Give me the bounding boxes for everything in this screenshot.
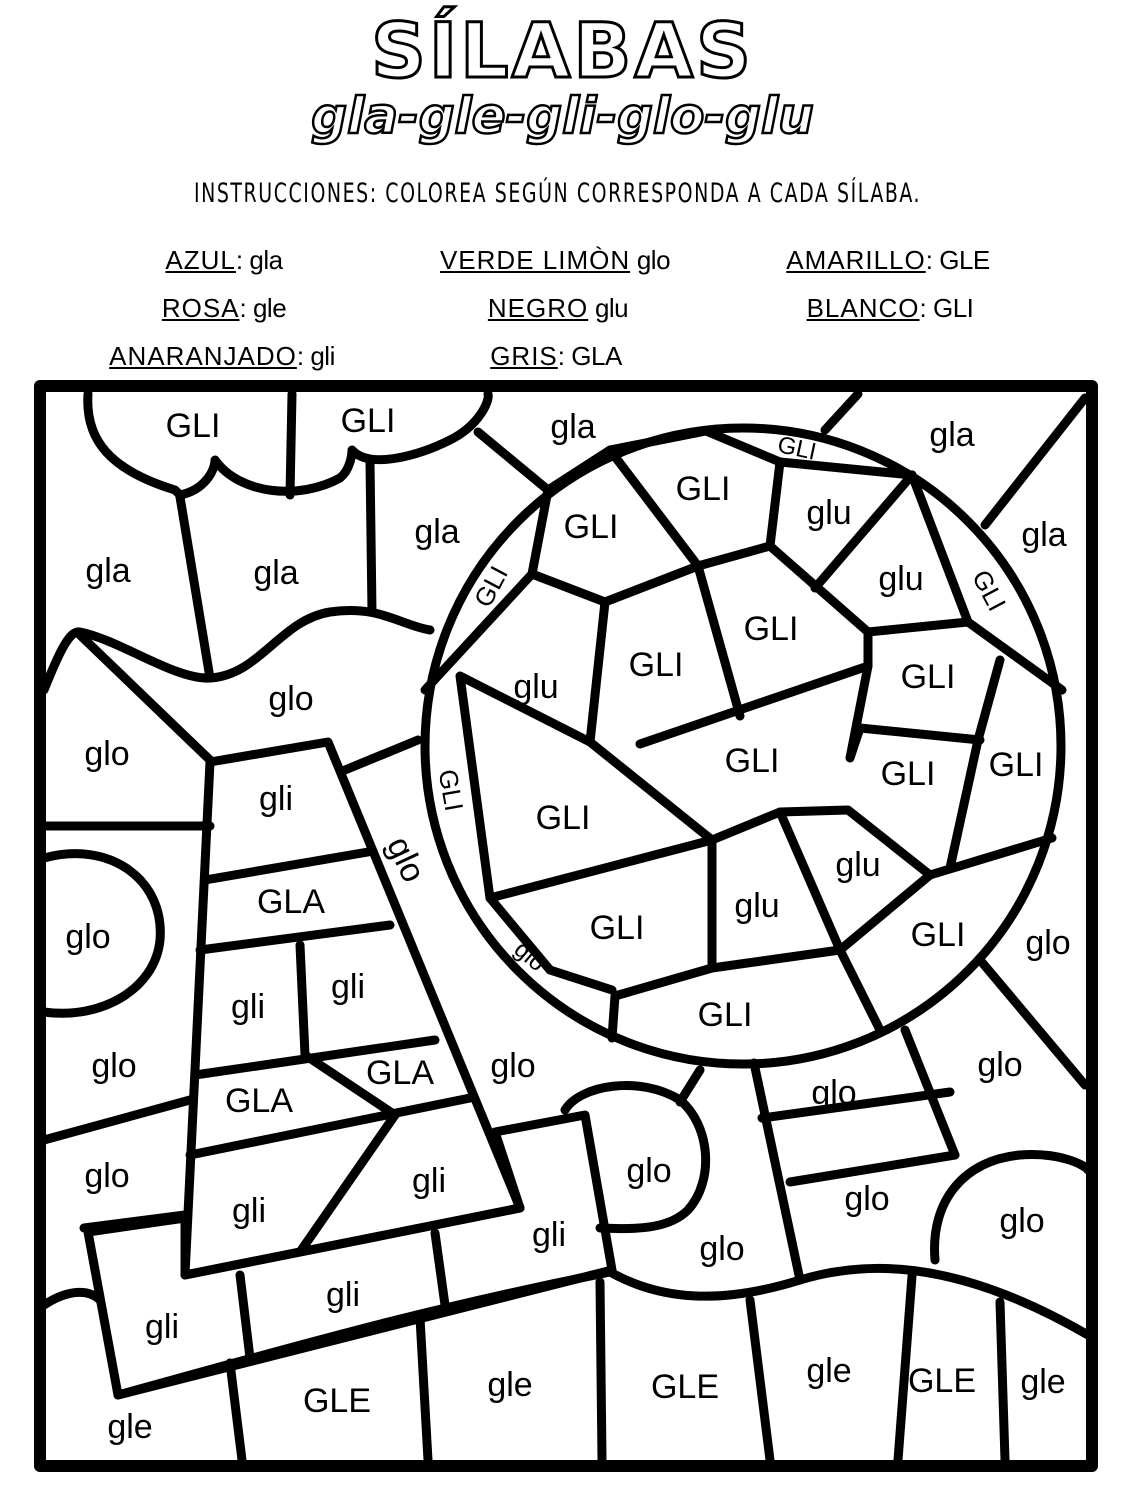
region-label: GLA	[365, 1054, 435, 1092]
legend-color-name: VERDE LIMÒN	[439, 245, 631, 275]
region-label: gla	[929, 416, 975, 454]
right-line-4	[790, 1155, 955, 1182]
region-label: gle	[107, 1408, 153, 1446]
region-label: glo	[65, 918, 111, 956]
region-label: GLI	[697, 996, 753, 1034]
ground-divider-3	[600, 1282, 602, 1460]
legend-separator: :	[919, 293, 927, 323]
legend-syllable: gla	[249, 245, 283, 275]
region-label: gli	[411, 1162, 447, 1200]
region-label: gli	[144, 1308, 180, 1346]
region-label: GLI	[563, 508, 619, 546]
trunk-left-edge	[180, 497, 210, 678]
region-label: gla	[414, 513, 460, 551]
legend-syllable: GLI	[932, 293, 974, 323]
legend-syllable: gle	[252, 293, 287, 323]
legend-separator: :	[239, 293, 247, 323]
region-label: glo	[1025, 924, 1071, 962]
vase-band-1	[205, 852, 368, 880]
legend-color-name: NEGRO	[487, 293, 589, 323]
ground-divider-6	[1000, 1302, 1005, 1460]
legend-syllable: GLA	[571, 341, 622, 371]
region-label: gli	[258, 780, 294, 818]
ball-seam-7	[698, 566, 740, 716]
block-outline	[88, 1115, 612, 1395]
region-label: GLI	[628, 646, 684, 684]
page-title: SÍLABAS	[371, 6, 754, 95]
region-label: GLI	[589, 909, 645, 947]
legend-syllable: glo	[636, 245, 671, 275]
legend-color-name: AZUL	[165, 245, 236, 275]
block-divider-2	[435, 1233, 445, 1305]
region-label: GLI	[535, 799, 591, 837]
right-line-1	[754, 1063, 800, 1280]
region-label: gli	[325, 1276, 361, 1314]
legend-separator: :	[925, 245, 933, 275]
region-label: GLE	[650, 1368, 720, 1406]
vase-divider-1	[300, 945, 305, 1055]
region-label: glo	[84, 735, 130, 773]
region-label: glu	[513, 668, 559, 706]
region-label: glo	[84, 1157, 130, 1195]
region-label: gla	[1021, 516, 1067, 554]
region-label: glo	[490, 1047, 536, 1085]
region-label: glo	[626, 1152, 672, 1190]
region-label: GLI	[467, 560, 514, 613]
ball-seam-8	[770, 546, 968, 632]
legend-color-name: BLANCO	[806, 293, 920, 323]
region-label: GLE	[302, 1382, 372, 1420]
region-label: GLA	[256, 883, 326, 921]
legend-color-name: AMARILLO	[786, 245, 926, 275]
sky-line-3	[985, 398, 1085, 525]
path-line	[345, 740, 418, 770]
block-divider-1	[240, 1275, 250, 1358]
region-label: gle	[806, 1352, 852, 1390]
sky-line-1	[478, 432, 548, 490]
ground-divider-1	[230, 1363, 242, 1460]
legend-syllable: glu	[594, 293, 629, 323]
region-label: gle	[487, 1366, 533, 1404]
legend-separator: :	[235, 245, 243, 275]
region-labels	[65, 402, 1070, 1446]
region-label: GLI	[724, 742, 780, 780]
region-label: glo	[977, 1046, 1023, 1084]
region-label: gla	[253, 554, 299, 592]
legend-syllable: gli	[310, 341, 335, 371]
region-label: gli	[230, 988, 266, 1026]
ball-seam-9	[460, 602, 605, 898]
cloud-divider	[290, 394, 292, 495]
region-label: glo	[844, 1180, 890, 1218]
instructions-text: INSTRUCCIONES: COLOREA SEGÚN CORRESPONDA A CADA SÍLABA.	[193, 178, 922, 209]
region-label: gli	[531, 1216, 567, 1254]
region-label: gla	[85, 552, 131, 590]
region-label: glo	[699, 1230, 745, 1268]
legend-syllable: GLE	[939, 245, 990, 275]
region-label: glu	[806, 494, 852, 532]
bush-stem	[680, 1070, 700, 1102]
region-label: glu	[878, 560, 924, 598]
region-label: GLI	[988, 746, 1044, 784]
region-label: GLI	[775, 431, 819, 466]
region-label: glo	[379, 830, 433, 889]
region-label: glo	[268, 680, 314, 718]
region-label: GLI	[340, 402, 396, 440]
region-label: glo	[91, 1047, 137, 1085]
region-label: glo	[508, 935, 551, 978]
region-label: GLI	[910, 916, 966, 954]
region-label: glu	[734, 887, 780, 925]
region-label: gli	[330, 968, 366, 1006]
page-subtitle: gla-gle-gli-glo-glu	[311, 87, 814, 145]
region-label: GLI	[900, 658, 956, 696]
legend-separator: :	[557, 341, 565, 371]
grass-line-left	[44, 1100, 190, 1140]
region-label: GLA	[224, 1082, 294, 1120]
ball-seam-10	[590, 742, 712, 1038]
region-label: gle	[1020, 1363, 1066, 1401]
region-label: glo	[811, 1074, 857, 1112]
vase-band-2	[200, 925, 390, 950]
ground-divider-2	[420, 1318, 428, 1460]
legend-color-name: GRIS	[490, 341, 558, 371]
region-label: GLI	[966, 564, 1013, 617]
ground-divider-4	[750, 1300, 770, 1460]
legend-separator: :	[296, 341, 304, 371]
ball-seam-5	[610, 450, 698, 566]
region-label: GLI	[880, 755, 936, 793]
sky-line-2	[825, 394, 858, 430]
trunk-right-edge	[370, 462, 372, 612]
region-label: GLI	[165, 407, 221, 445]
region-label: GLI	[675, 470, 731, 508]
region-label: GLE	[907, 1362, 977, 1400]
region-label: GLI	[743, 610, 799, 648]
region-label: glo	[999, 1202, 1045, 1240]
region-label: glu	[835, 846, 881, 884]
region-label: gla	[550, 408, 596, 446]
region-label: GLI	[432, 766, 470, 814]
region-label: gli	[231, 1192, 267, 1230]
legend-color-name: ROSA	[161, 293, 240, 323]
legend-color-name: ANARANJADO	[109, 341, 297, 371]
